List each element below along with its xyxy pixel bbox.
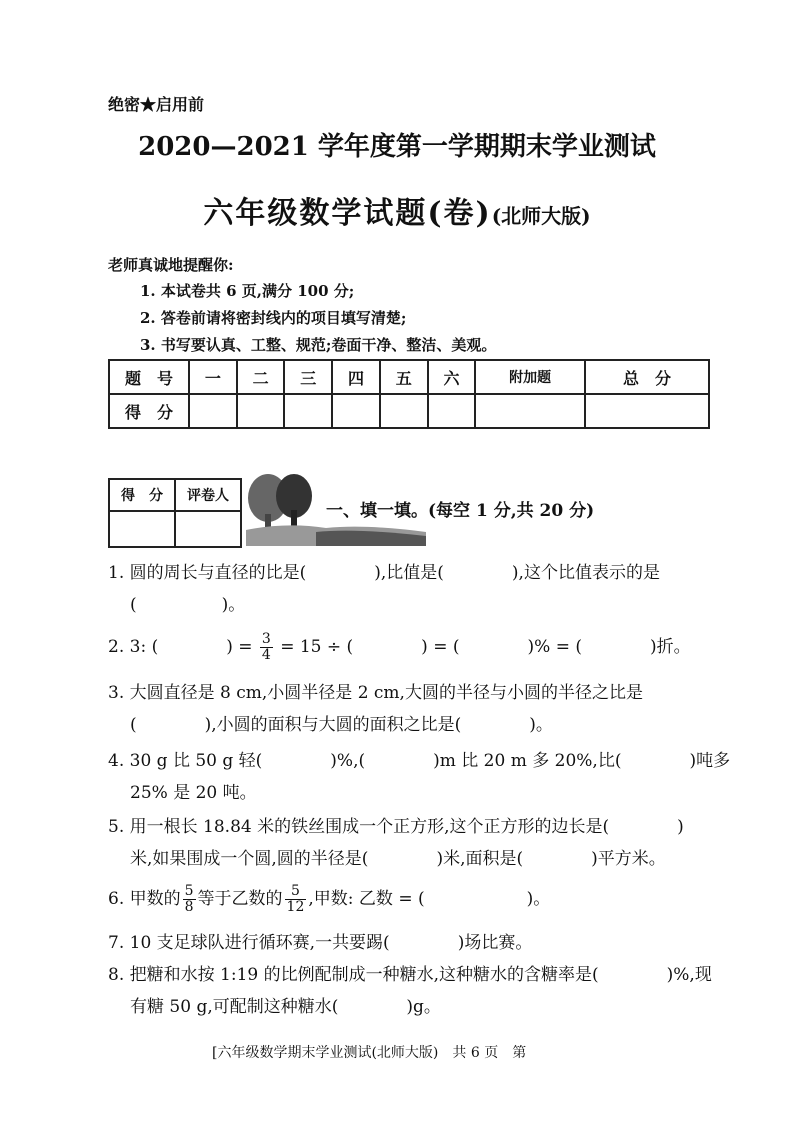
score-cell[interactable]	[189, 394, 237, 428]
score-table-header-cell: 四	[332, 360, 380, 394]
score-table-header-cell: 五	[380, 360, 428, 394]
exam-subtitle	[0, 188, 794, 232]
question-2	[108, 632, 691, 663]
fraction-5-12: $\frac{5}{12}$	[286, 883, 305, 915]
exam-title: 2020—2021 学年度第一学期期末学业测试	[138, 132, 656, 162]
confidential-label: 绝密★启用前	[108, 95, 205, 114]
score-cell[interactable]	[237, 394, 285, 428]
score-table-header-cell: 三	[284, 360, 332, 394]
question-1-line-1: 1. 圆的周长与直径的比是( ),比值是( ),这个比值表示的是	[108, 563, 660, 583]
question-8-line-2: 有糖 50 g,可配制这种糖水( )g。	[130, 997, 441, 1017]
question-4-line-2: 25% 是 20 吨。	[130, 783, 257, 803]
note-item: 3. 书写要认真、工整、规范;卷面干净、整洁、美观。	[140, 336, 497, 354]
score-table-header-cell: 总 分	[585, 360, 709, 394]
question-6-part-b: 等于乙数的	[197, 889, 283, 909]
score-table	[108, 359, 710, 429]
question-1-line-2: ( )。	[130, 595, 246, 615]
fraction-3-4: $\frac{3}{4}$	[261, 631, 271, 663]
score-cell[interactable]	[332, 394, 380, 428]
score-table-header-cell: 题 号	[109, 360, 189, 394]
question-6-part-c: ,甲数: 乙数 = ( )。	[308, 889, 551, 909]
note-item: 2. 答卷前请将密封线内的项目填写清楚;	[140, 309, 407, 327]
page-footer: [六年级数学期末学业测试(北师大版) 共 6 页 第	[212, 1045, 527, 1061]
score-table-header-cell: 一	[189, 360, 237, 394]
score-row-label: 得 分	[109, 394, 189, 428]
fraction-5-8: $\frac{5}{8}$	[184, 883, 194, 915]
score-table-header-cell: 附加题	[475, 360, 585, 394]
question-5-line-1: 5. 用一根长 18.84 米的铁丝围成一个正方形,这个正方形的边长是( )	[108, 817, 684, 837]
question-5-line-2: 米,如果围成一个圆,圆的半径是( )米,面积是( )平方米。	[130, 849, 666, 869]
question-4-line-1: 4. 30 g 比 50 g 轻( )%,( )m 比 20 m 多 20%,比( )吨多	[108, 751, 731, 771]
subtitle-main: 六年级数学试题(卷)	[203, 196, 492, 231]
grader-name-cell[interactable]	[175, 511, 241, 547]
score-table-score-row	[109, 394, 709, 428]
question-2-part-a: 2. 3: ( ) =	[108, 637, 253, 657]
grader-score-label: 得 分	[109, 479, 175, 511]
edition-label: (北师大版)	[491, 204, 591, 228]
note-item: 1. 本试卷共 6 页,满分 100 分;	[140, 282, 355, 300]
score-table-header-cell: 六	[428, 360, 476, 394]
score-table-header-row	[109, 360, 709, 394]
question-3-line-1: 3. 大圆直径是 8 cm,小圆半径是 2 cm,大圆的半径与小圆的半径之比是	[108, 683, 643, 703]
score-cell[interactable]	[428, 394, 476, 428]
question-2-part-b: = 15 ÷ ( ) = ( )% = ( )折。	[280, 637, 691, 657]
question-6-part-a: 6. 甲数的	[108, 889, 181, 909]
score-cell[interactable]	[284, 394, 332, 428]
score-cell[interactable]	[585, 394, 709, 428]
score-table-header-cell: 二	[237, 360, 285, 394]
grader-score-cell[interactable]	[109, 511, 175, 547]
question-7: 7. 10 支足球队进行循环赛,一共要踢( )场比赛。	[108, 933, 533, 953]
grader-box	[108, 478, 242, 548]
grader-name-label: 评卷人	[175, 479, 241, 511]
question-6	[108, 884, 550, 915]
question-8-line-1: 8. 把糖和水按 1:19 的比例配制成一种糖水,这种糖水的含糖率是( )%,现	[108, 965, 712, 985]
section-1-title: 一、填一填。(每空 1 分,共 20 分)	[326, 501, 595, 521]
notes-heading: 老师真诚地提醒你:	[108, 256, 234, 274]
question-3-line-2: ( ),小圆的面积与大圆的面积之比是( )。	[130, 715, 553, 735]
score-cell[interactable]	[475, 394, 585, 428]
score-cell[interactable]	[380, 394, 428, 428]
